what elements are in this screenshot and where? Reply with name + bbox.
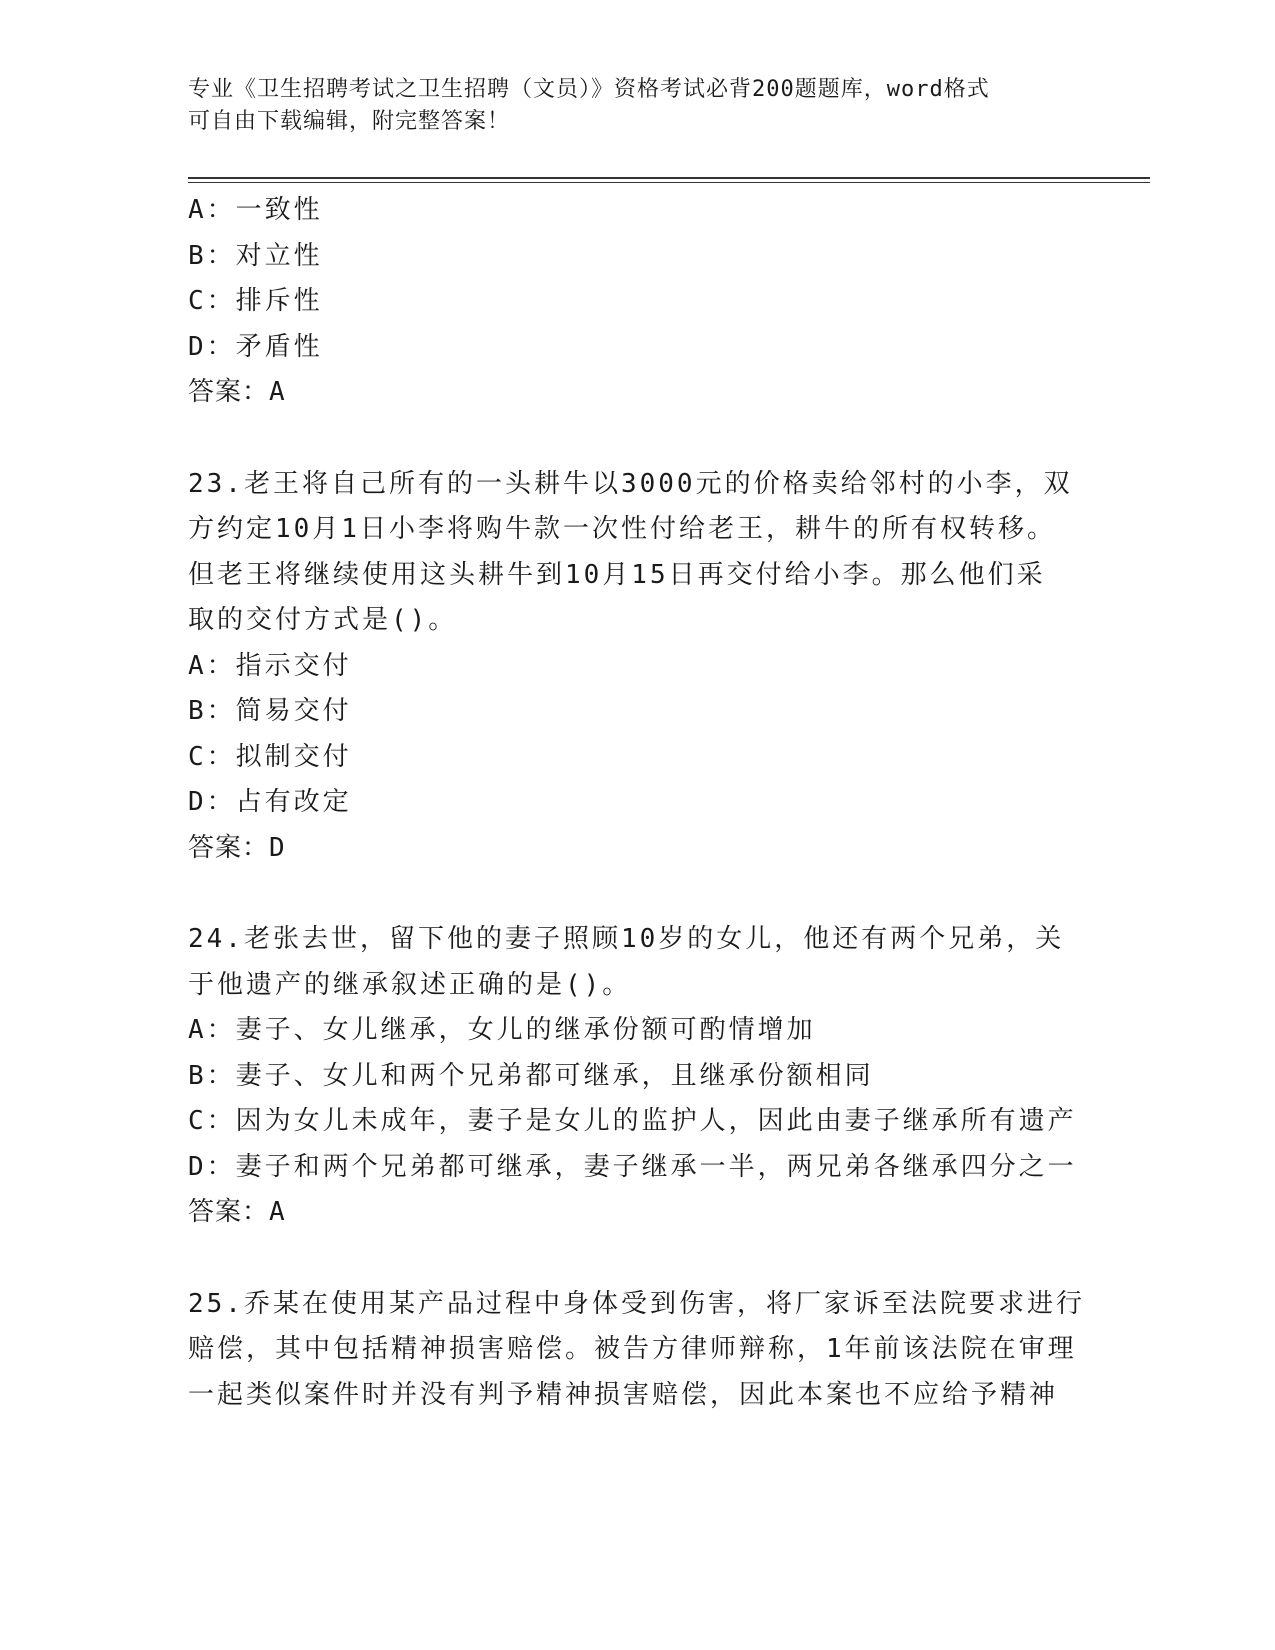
option-c: C：拟制交付 [188,741,352,772]
question-stem-line: 但老王将继续使用这头耕牛到10月15日再交付给小李。那么他们采 [188,559,1046,590]
spacer [188,1236,1088,1282]
answer-line: 答案：A [188,377,286,407]
option-d: D：占有改定 [188,787,352,817]
question-stem-line: 一起类似案件时并没有判予精神损害赔偿，因此本案也不应给予精神 [188,1379,1059,1410]
option-c: C：因为女儿未成年，妻子是女儿的监护人，因此由妻子继承所有遗产 [188,1106,1077,1136]
question-stem-line: 赔偿，其中包括精神损害赔偿。被告方律师辩称，1年前该法院在审理 [188,1334,1077,1364]
option-a: A：妻子、女儿继承，女儿的继承份额可酌情增加 [188,1015,816,1045]
option-a: A：指示交付 [188,650,352,681]
header-divider-thick [188,177,1150,179]
header-divider-thin [188,182,1150,183]
header-title-line-2: 可自由下载编辑，附完整答案！ [188,109,511,134]
question-stem-line: 24.老张去世，留下他的妻子照顾10岁的女儿，他还有两个兄弟，关 [188,924,1065,954]
question-stem-line: 取的交付方式是()。 [188,605,458,635]
header-title-line-1: 专业《卫生招聘考试之卫生招聘（文员）》资格考试必背200题题库，word格式 [188,77,990,102]
question-stem-line: 方约定10月1日小李将购牛款一次性付给老王，耕牛的所有权转移。 [188,514,1056,544]
answer-line: 答案：D [188,832,286,863]
question-23 [188,462,1088,872]
question-24 [188,917,1088,1236]
option-d: D：矛盾性 [188,331,323,362]
answer-line: 答案：A [188,1197,286,1227]
question-22-tail [188,188,1088,416]
option-c: C：排斥性 [188,286,323,316]
question-stem-line: 25.乔某在使用某产品过程中身体受到伤害，将厂家诉至法院要求进行 [188,1288,1085,1319]
question-stem-line: 23.老王将自己所有的一头耕牛以3000元的价格卖给邻村的小李，双 [188,468,1073,499]
option-d: D：妻子和两个兄弟都可继承，妻子继承一半，两兄弟各继承四分之一 [188,1151,1077,1182]
question-stem-line: 于他遗产的继承叙述正确的是()。 [188,969,632,1000]
question-25 [188,1282,1088,1419]
spacer [188,416,1088,462]
option-b: B：对立性 [188,240,323,271]
question-content [188,188,1088,1418]
spacer [188,871,1088,917]
option-b: B：简易交付 [188,696,352,726]
option-a: A：一致性 [188,195,323,225]
option-b: B：妻子、女儿和两个兄弟都可继承，且继承份额相同 [188,1060,874,1091]
document-header [188,74,1068,138]
